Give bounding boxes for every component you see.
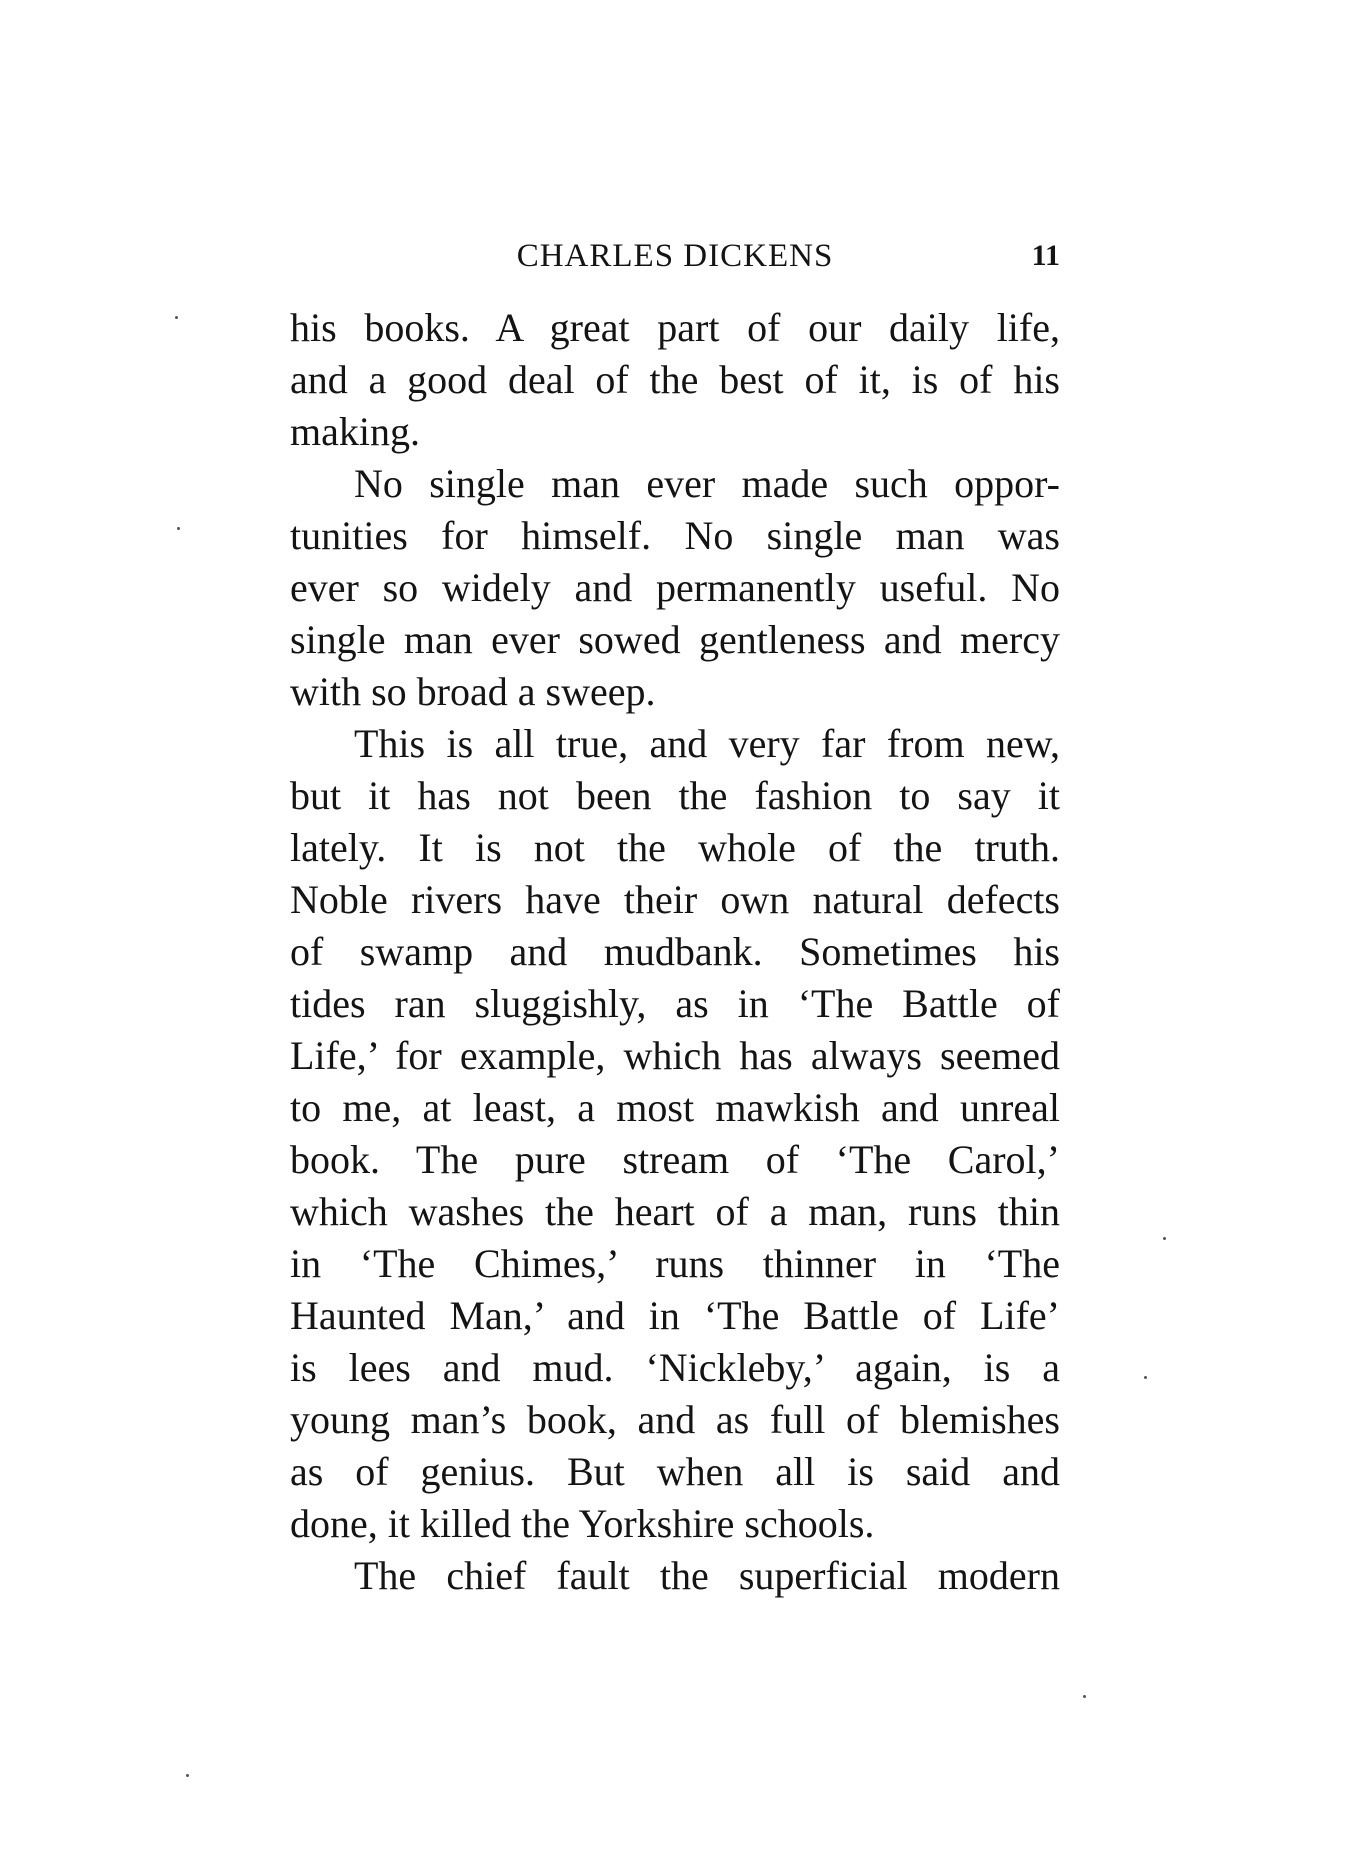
text-line: but it has not been the fashion to say it	[290, 773, 1060, 818]
text-line: in ‘The Chimes,’ runs thinner in ‘The	[290, 1241, 1060, 1286]
paragraph-start-line: This is all true, and very far from new,	[354, 721, 1060, 766]
text-line: with so broad a sweep.	[290, 669, 656, 714]
text-line: to me, at least, a most mawkish and unreal	[290, 1085, 1060, 1130]
text-line: ever so widely and permanently useful. No	[290, 565, 1060, 610]
text-line: his books. A great part of our daily life,	[290, 305, 1060, 350]
scan-speck	[1144, 1376, 1147, 1379]
text-line: single man ever sowed gentleness and mercy	[290, 617, 1060, 662]
paragraph-start-line: No single man ever made such oppor-	[354, 461, 1060, 506]
text-line: is lees and mud. ‘Nickleby,’ again, is a	[290, 1345, 1060, 1390]
body-text	[290, 302, 1060, 1602]
text-line: tunities for himself. No single man was	[290, 513, 1060, 558]
text-line: Life,’ for example, which has always seemed	[290, 1033, 1060, 1078]
page-number: 11	[1031, 239, 1060, 272]
scan-speck	[175, 316, 178, 319]
text-line: done, it killed the Yorkshire schools.	[290, 1501, 875, 1546]
scan-speck	[1083, 1695, 1086, 1698]
running-title: CHARLES DICKENS	[516, 238, 834, 274]
text-line: Noble rivers have their own natural defects	[290, 877, 1060, 922]
text-line: book. The pure stream of ‘The Carol,’	[290, 1137, 1060, 1182]
text-line: of swamp and mudbank. Sometimes his	[290, 929, 1060, 974]
text-line: which washes the heart of a man, runs thin	[290, 1189, 1060, 1234]
text-line: young man’s book, and as full of blemishes	[290, 1397, 1060, 1442]
paragraph-start-line: The chief fault the superficial modern	[354, 1553, 1060, 1598]
text-line: and a good deal of the best of it, is of his	[290, 357, 1060, 402]
text-line: Haunted Man,’ and in ‘The Battle of Life’	[290, 1293, 1060, 1338]
text-line: making.	[290, 409, 420, 454]
scan-speck	[177, 527, 180, 530]
text-line: as of genius. But when all is said and	[290, 1449, 1060, 1494]
text-line: tides ran sluggishly, as in ‘The Battle of	[290, 981, 1060, 1026]
scan-speck	[186, 1774, 189, 1777]
scan-speck	[1163, 1237, 1166, 1240]
running-head	[290, 236, 1060, 276]
text-line: lately. It is not the whole of the truth.	[290, 825, 1060, 870]
